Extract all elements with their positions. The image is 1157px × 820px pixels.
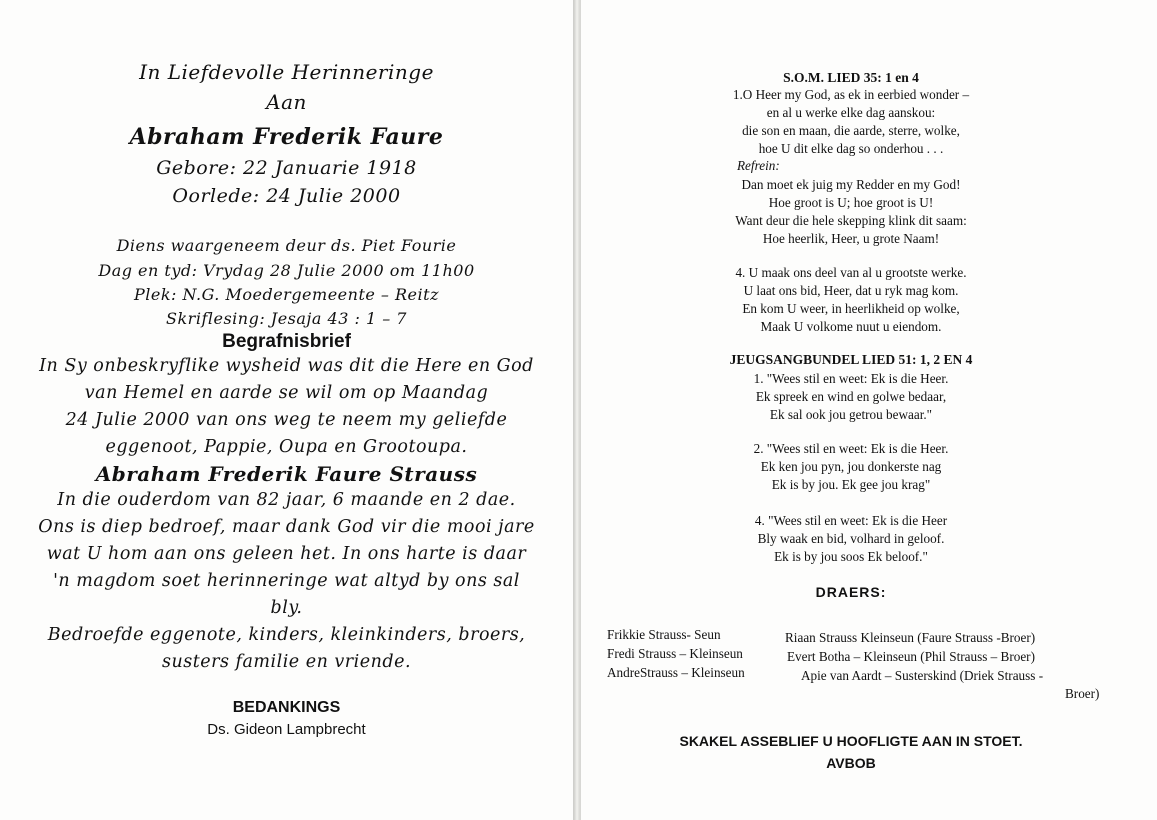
- footer-notice: SKAKEL ASSEBLIEF U HOOFLIGTE AAN IN STOET.: [679, 733, 1023, 749]
- intro-line-2: Aan: [266, 90, 307, 114]
- hymn-line: hoe U dit elke dag so onderhou . . .: [758, 141, 944, 156]
- hymn-line: 1.O Heer my God, as ek in eerbied wonder –: [732, 87, 970, 102]
- birth-date: Gebore: 22 Januarie 1918: [156, 157, 417, 179]
- bearer-right: Riaan Strauss Kleinseun (Faure Strauss -Broer): [785, 630, 1036, 645]
- obituary-line: Ons is diep bedroef, maar dank God vir die mooi jare: [38, 517, 535, 537]
- hymn-line: 4. "Wees stil en weet: Ek is die Heer: [754, 513, 948, 528]
- hymn-line: Dan moet ek juig my Redder en my God!: [741, 177, 961, 192]
- hymn-line: 4. U maak ons deel van al u grootste werke.: [735, 265, 967, 280]
- service-reading: Skriflesing: Jesaja 43 : 1 – 7: [166, 309, 407, 328]
- bearer-left: AndreStrauss – Kleinseun: [607, 665, 745, 680]
- hymn-line: en al u werke elke dag aanskou:: [766, 105, 936, 120]
- refrain-label: Refrein:: [737, 158, 780, 173]
- thanks-heading: BEDANKINGS: [232, 699, 341, 716]
- obituary-line: In die ouderdom van 82 jaar, 6 maande en 2 dae.: [57, 490, 516, 510]
- obituary-line: 24 Julie 2000 van ons weg te neem my geliefde: [65, 410, 508, 430]
- bearer-left: Fredi Strauss – Kleinseun: [607, 646, 743, 661]
- hymn-line: Hoe groot is U; hoe groot is U!: [768, 195, 934, 210]
- hymn-line: Bly waak en bid, volhard in geloof.: [757, 531, 945, 546]
- service-officiant: Diens waargeneem deur ds. Piet Fourie: [116, 236, 457, 255]
- obituary-line: susters familie en vriende.: [161, 652, 412, 672]
- hymn-line: Maak U volkome nuut u eiendom.: [760, 319, 942, 334]
- bearer-right: Broer): [1065, 686, 1100, 701]
- intro-line-1: In Liefdevolle Herinneringe: [139, 60, 434, 84]
- service-place: Plek: N.G. Moedergemeente – Reitz: [134, 285, 439, 304]
- obituary-line: bly.: [270, 598, 303, 618]
- obituary-line: 'n magdom soet herinneringe wat altyd by ons sal: [53, 571, 520, 591]
- obituary-line: van Hemel en aarde se wil om op Maandag: [84, 383, 489, 403]
- hymn-line: Ek ken jou pyn, jou donkerste nag: [760, 459, 942, 474]
- hymn-line: 1. "Wees stil en weet: Ek is die Heer.: [753, 371, 949, 386]
- death-date: Oorlede: 24 Julie 2000: [172, 185, 401, 207]
- thanks-name: Ds. Gideon Lampbrecht: [207, 721, 366, 738]
- right-page: [580, 0, 1157, 820]
- obituary-line: eggenoot, Pappie, Oupa en Grootoupa.: [105, 437, 468, 457]
- hymn-line: Ek spreek en wind en golwe bedaar,: [755, 389, 947, 404]
- hymn-line: die son en maan, die aarde, sterre, wolke,: [742, 123, 960, 138]
- hymn1-title: S.O.M. LIED 35: 1 en 4: [783, 70, 919, 85]
- hymn-line: En kom U weer, in heerlikheid op wolke,: [742, 301, 960, 316]
- hymn-line: Ek is by jou. Ek gee jou krag": [771, 477, 931, 492]
- obituary-line: Bedroefde eggenote, kinders, kleinkinders, broers,: [47, 625, 526, 645]
- service-time: Dag en tyd: Vrydag 28 Julie 2000 om 11h00: [98, 261, 475, 280]
- left-page: [0, 0, 574, 820]
- deceased-name: Abraham Frederik Faure: [129, 124, 444, 150]
- footer-company: AVBOB: [826, 755, 876, 771]
- hymn-line: Hoe heerlik, Heer, u grote Naam!: [762, 231, 940, 246]
- bearer-left: Frikkie Strauss- Seun: [607, 627, 721, 642]
- hymn2-title: JEUGSANGBUNDEL LIED 51: 1, 2 EN 4: [729, 352, 973, 367]
- bearer-right: Evert Botha – Kleinseun (Phil Strauss – Broer): [787, 649, 1035, 664]
- bearers-heading: DRAERS:: [815, 584, 887, 600]
- hymn-line: Ek sal ook jou getrou bewaar.": [769, 407, 933, 422]
- obituary-line: In Sy onbeskryflike wysheid was dit die Here en God: [39, 356, 534, 376]
- hymn-line: Want deur die hele skepping klink dit saam:: [735, 213, 967, 228]
- bearer-right: Apie van Aardt – Susterskind (Driek Strauss -: [801, 668, 1044, 683]
- obituary-heading: Begrafnisbrief: [222, 331, 351, 352]
- obituary-line: wat U hom aan ons geleen het. In ons harte is daar: [46, 544, 527, 564]
- full-name: Abraham Frederik Faure Strauss: [95, 462, 478, 486]
- hymn-line: Ek is by jou soos Ek beloof.": [774, 549, 928, 564]
- hymn-line: 2. "Wees stil en weet: Ek is die Heer.: [753, 441, 949, 456]
- hymn-line: U laat ons bid, Heer, dat u ryk mag kom.: [743, 283, 959, 298]
